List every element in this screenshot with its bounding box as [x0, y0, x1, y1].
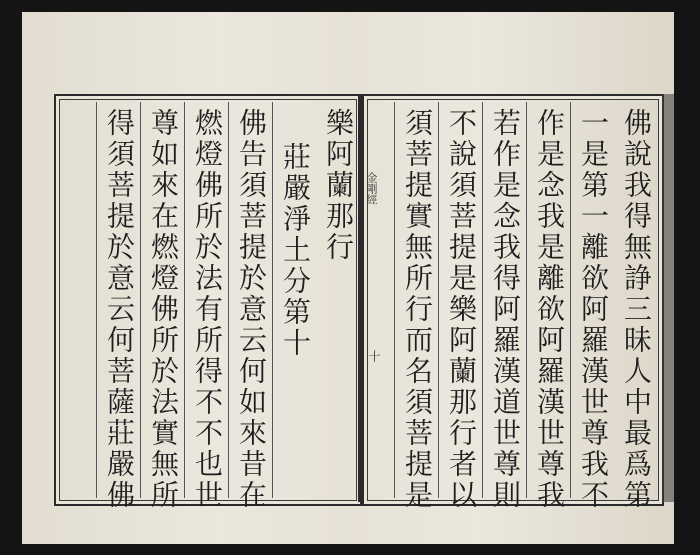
column-text: 作是念我是離欲阿羅漢世尊我 [533, 108, 566, 511]
left-page-frame [54, 94, 362, 511]
text-column [96, 102, 141, 511]
text-column [140, 102, 185, 511]
fold-title: 金剛經 [365, 172, 378, 205]
text-column [228, 102, 273, 511]
column-text: 佛告須菩提於意云何如來昔在 [235, 108, 268, 511]
column-text: 樂阿蘭那行 [322, 108, 355, 263]
text-column [570, 102, 615, 511]
column-text: 不說須菩提是樂阿蘭那行者以 [445, 108, 478, 511]
text-column [614, 102, 658, 511]
column-text: 尊如來在燃燈佛所於法實無所 [147, 108, 180, 511]
fold-page-number: 十 [367, 350, 381, 362]
column-text: 佛說我得無諍三昧人中最爲第 [620, 108, 653, 511]
text-column [394, 102, 439, 511]
text-column [482, 102, 527, 511]
text-column [316, 102, 360, 498]
text-column [184, 102, 229, 511]
page-edge-shadow [662, 94, 674, 502]
section-heading: 莊嚴淨土分第十 [279, 142, 312, 359]
text-column [526, 102, 571, 511]
column-text: 燃燈佛所於法有所得不不也世 [191, 108, 224, 511]
text-column [272, 102, 317, 498]
book-page-spread [22, 12, 674, 544]
column-text: 一是第一離欲阿羅漢世尊我不 [577, 108, 610, 511]
column-text: 若作是念我得阿羅漢道世尊則 [489, 108, 522, 511]
column-text: 得須菩提於意云何菩薩莊嚴佛 [103, 108, 136, 511]
text-column [438, 102, 483, 511]
column-text: 須菩提實無所行而名須菩提是 [401, 108, 434, 511]
right-page-frame [362, 94, 664, 511]
